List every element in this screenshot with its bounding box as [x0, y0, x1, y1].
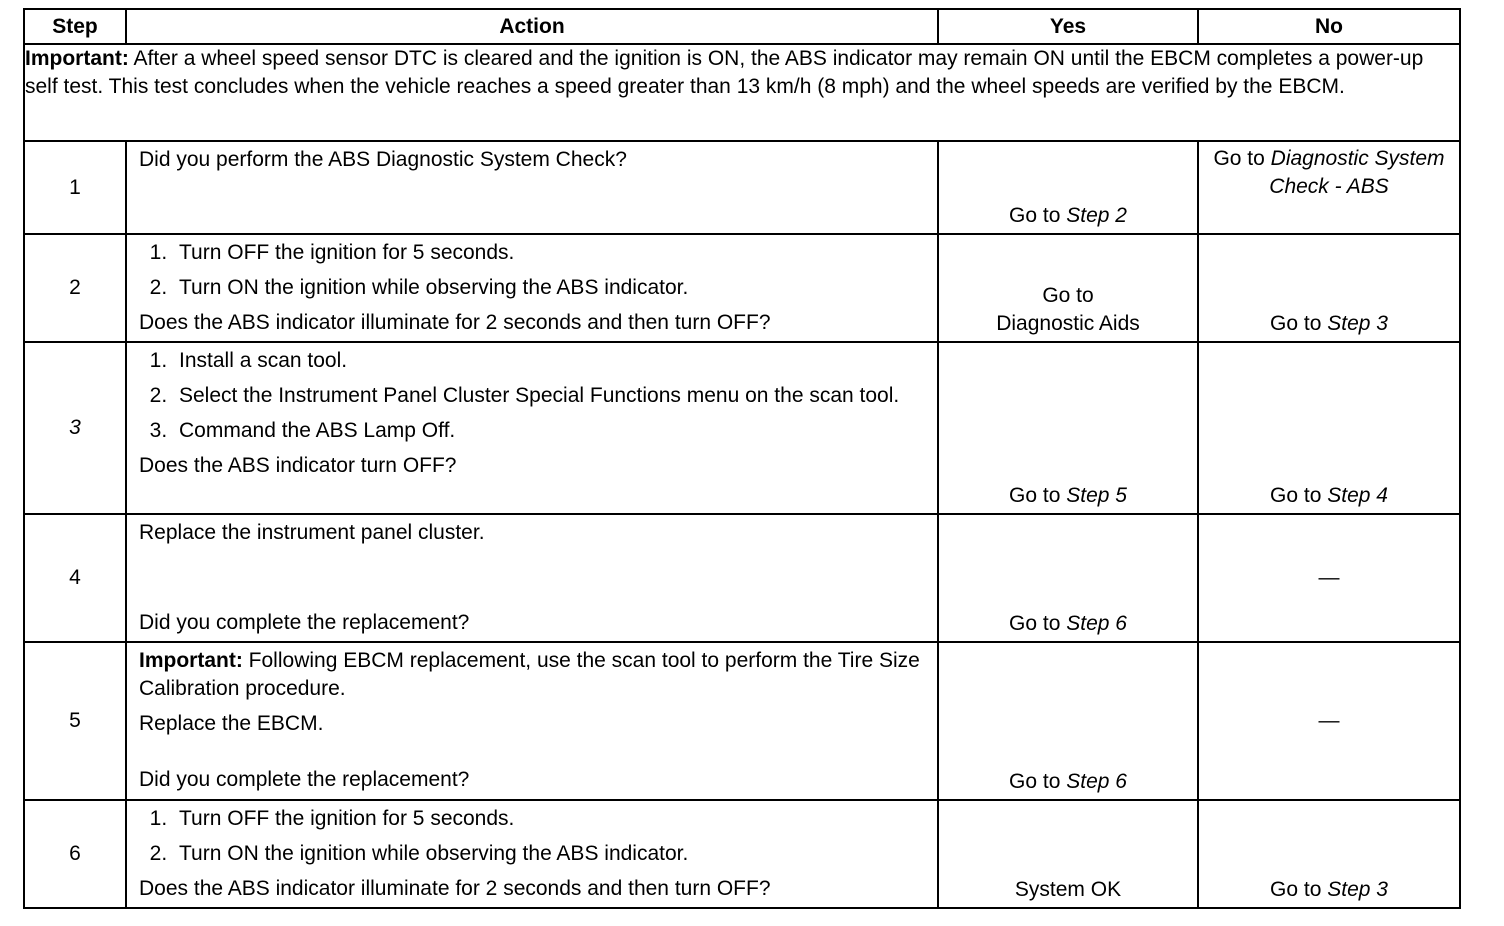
no-cell: [1198, 141, 1460, 234]
action-cell: [126, 342, 938, 514]
question: Did you complete the replacement?: [139, 611, 470, 634]
header-action: Action: [126, 9, 938, 44]
no-cell: [1198, 800, 1460, 908]
yes-prefix: Go to: [1009, 612, 1061, 635]
no-cell: [1198, 234, 1460, 342]
yes-link[interactable]: Step 2: [1066, 204, 1127, 227]
question: Does the ABS indicator illuminate for 2 seconds and then turn OFF?: [139, 877, 771, 900]
list-item: 3. Command the ABS Lamp Off.: [173, 417, 925, 445]
yes-link[interactable]: Step 5: [1066, 484, 1127, 507]
important-note-row: [24, 44, 1460, 141]
list-item: 1. Turn OFF the ignition for 5 seconds.: [173, 239, 925, 267]
header-no: No: [1198, 9, 1460, 44]
table-row: [24, 342, 1460, 514]
action-cell: [126, 642, 938, 800]
no-prefix: Go to: [1213, 147, 1265, 170]
action-cell: [126, 234, 938, 342]
yes-prefix: Go to: [1009, 770, 1061, 793]
step-list: [139, 239, 925, 302]
yes-cell: System OK: [938, 800, 1198, 908]
important-note: [139, 647, 925, 703]
question: Did you perform the ABS Diagnostic System Check?: [139, 148, 627, 171]
yes-cell: [938, 234, 1198, 342]
yes-cell: [938, 642, 1198, 800]
list-item: 2. Turn ON the ignition while observing the ABS indicator.: [173, 840, 925, 868]
step-number: 2: [24, 234, 126, 342]
important-note: [24, 44, 1460, 141]
yes-prefix: Go to: [1042, 284, 1094, 307]
table-row: [24, 234, 1460, 342]
yes-link[interactable]: Step 6: [1066, 770, 1127, 793]
question: Does the ABS indicator turn OFF?: [139, 454, 457, 477]
no-link[interactable]: Diagnostic System Check - ABS: [1269, 147, 1445, 198]
list-item: 1. Install a scan tool.: [173, 347, 925, 375]
action-cell: [126, 514, 938, 642]
no-prefix: Go to: [1270, 484, 1322, 507]
action-cell: [126, 141, 938, 234]
list-item: 2. Turn ON the ignition while observing the ABS indicator.: [173, 274, 925, 302]
important-text: After a wheel speed sensor DTC is cleared and the ignition is ON, the ABS indicator may remain ON until the EBCM completes a power-up self test. This test concludes when the vehicle reaches a speed greater than 13 km/h (8 mph) and the wheel speeds are verified by the EBCM.: [25, 47, 1424, 98]
yes-link[interactable]: Diagnostic Aids: [996, 312, 1140, 335]
important-text: Following EBCM replacement, use the scan tool to perform the Tire Size Calibration procedure.: [139, 649, 920, 700]
action-cell: [126, 800, 938, 908]
table-row: [24, 642, 1460, 800]
instruction: Replace the EBCM.: [139, 712, 324, 735]
yes-prefix: Go to: [1009, 484, 1061, 507]
yes-cell: [938, 514, 1198, 642]
step-list: [139, 347, 925, 445]
step-number: 1: [24, 141, 126, 234]
table-row: [24, 514, 1460, 642]
header-step: Step: [24, 9, 126, 44]
no-cell: [1198, 342, 1460, 514]
table-row: [24, 800, 1460, 908]
no-link[interactable]: Step 3: [1327, 878, 1388, 901]
instruction: Replace the instrument panel cluster.: [139, 521, 485, 544]
header-row: [24, 9, 1460, 44]
step-number: 6: [24, 800, 126, 908]
no-prefix: Go to: [1270, 878, 1322, 901]
yes-cell: [938, 141, 1198, 234]
important-label: Important:: [25, 47, 129, 70]
no-link[interactable]: Step 4: [1327, 484, 1388, 507]
question: Does the ABS indicator illuminate for 2 seconds and then turn OFF?: [139, 311, 771, 334]
yes-cell: [938, 342, 1198, 514]
step-number: 3: [24, 342, 126, 514]
important-label: Important:: [139, 649, 243, 672]
header-yes: Yes: [938, 9, 1198, 44]
step-list: [139, 805, 925, 868]
no-prefix: Go to: [1270, 312, 1322, 335]
list-item: 2. Select the Instrument Panel Cluster Special Functions menu on the scan tool.: [173, 382, 925, 410]
yes-link[interactable]: Step 6: [1066, 612, 1127, 635]
step-number: 4: [24, 514, 126, 642]
no-link[interactable]: Step 3: [1327, 312, 1388, 335]
diagnostic-table: [23, 8, 1461, 909]
table-row: [24, 141, 1460, 234]
question: Did you complete the replacement?: [139, 768, 470, 791]
no-cell: —: [1198, 514, 1460, 642]
no-cell: —: [1198, 642, 1460, 800]
list-item: 1. Turn OFF the ignition for 5 seconds.: [173, 805, 925, 833]
yes-prefix: Go to: [1009, 204, 1061, 227]
step-number: 5: [24, 642, 126, 800]
